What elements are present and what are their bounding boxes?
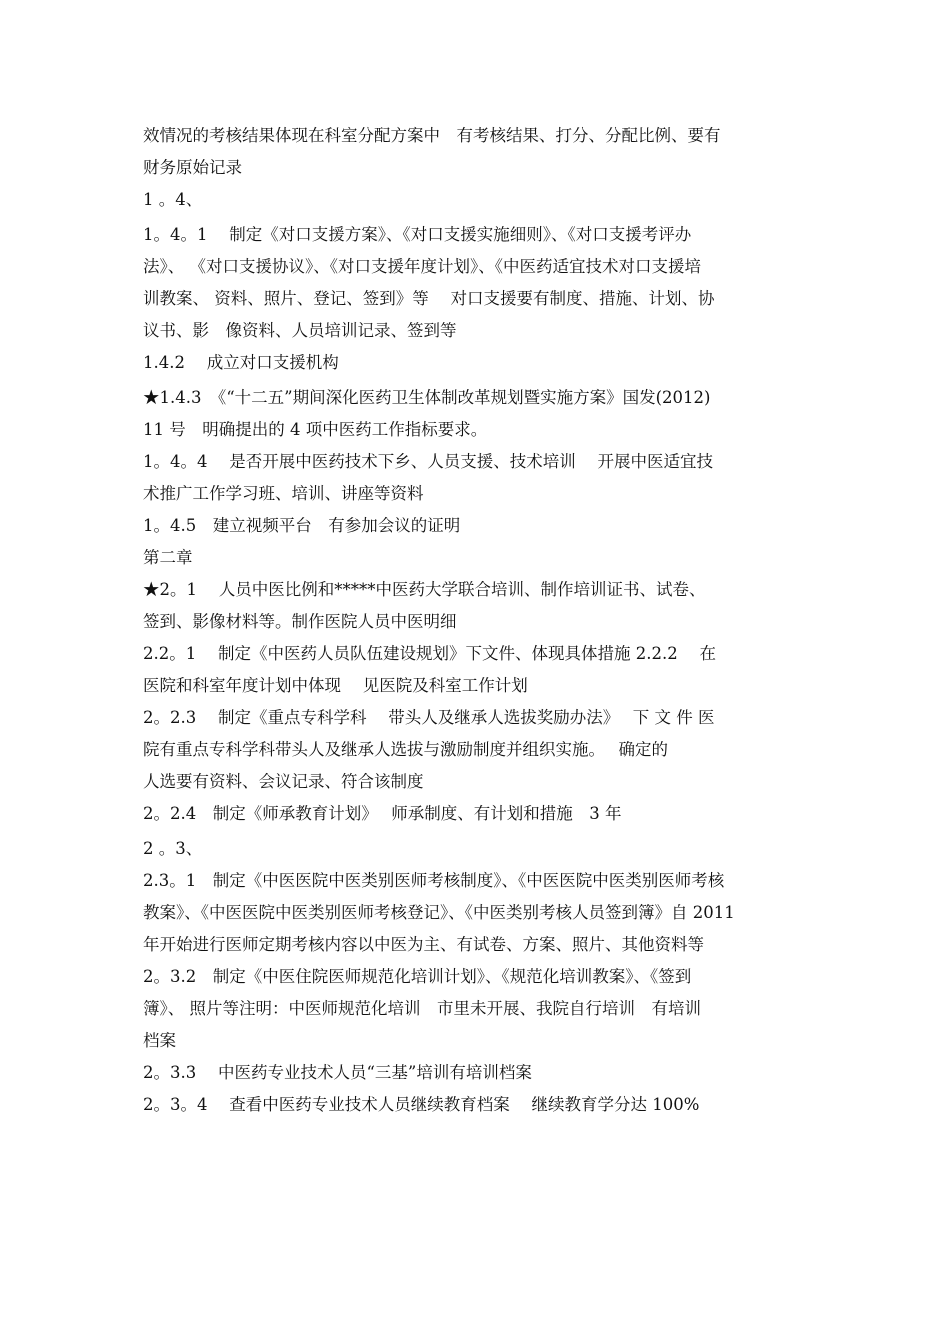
text-line: 签到、影像材料等。制作医院人员中医明细 — [143, 612, 457, 631]
text-line: 年开始进行医师定期考核内容以中医为主、有试卷、方案、照片、其他资料等 — [143, 935, 704, 954]
text-line: 2。3.3 中医药专业技术人员“三基”培训有培训档案 — [143, 1063, 532, 1082]
text-line: 财务原始记录 — [143, 158, 242, 177]
text-line: 档案 — [143, 1031, 176, 1050]
text-line: 院有重点专科学科带头人及继承人选拔与激励制度并组织实施。 确定的 — [143, 740, 668, 759]
text-line: ★2。1 人员中医比例和*****中医药大学联合培训、制作培训证书、试卷、 — [143, 580, 706, 599]
text-line: 1 。4、 — [143, 190, 203, 209]
text-line: 11 号 明确提出的 4 项中医药工作指标要求。 — [143, 420, 488, 439]
text-line: 人选要有资料、会议记录、符合该制度 — [143, 772, 424, 791]
text-line: 术推广工作学习班、培训、讲座等资料 — [143, 484, 424, 503]
text-line: 簿》、 照片等注明：中医师规范化培训 市里未开展、我院自行培训 有培训 — [143, 999, 701, 1018]
text-line: 2.3。1 制定《中医医院中医类别医师考核制度》、《中医医院中医类别医师考核 — [143, 871, 725, 890]
text-line: 训教案、 资料、照片、登记、签到》等 对口支援要有制度、措施、计划、协 — [143, 289, 715, 308]
text-line: 2。2.3 制定《重点专科学科 带头人及继承人选拔奖励办法》 下 文 件 医 — [143, 708, 715, 727]
text-line: 议书、影 像资料、人员培训记录、签到等 — [143, 321, 457, 340]
text-line: 教案》、《中医医院中医类别医师考核登记》、《中医类别考核人员签到簿》自 2011 — [143, 903, 735, 922]
text-line: 法》、 《对口支援协议》、《对口支援年度计划》、《中医药适宜技术对口支援培 — [143, 257, 701, 276]
text-line: 2。3。4 查看中医药专业技术人员继续教育档案 继续教育学分达 100% — [143, 1095, 700, 1114]
text-line: 1。4。1 制定《对口支援方案》、《对口支援实施细则》、《对口支援考评办 — [143, 225, 692, 244]
text-line: 效情况的考核结果体现在科室分配方案中 有考核结果、打分、分配比例、要有 — [143, 126, 721, 145]
text-line: 2。3.2 制定《中医住院医师规范化培训计划》、《规范化培训教案》、《签到 — [143, 967, 692, 986]
text-line: ★1.4.3 《“十二五”期间深化医药卫生体制改革规划暨实施方案》国发(2012) — [143, 388, 711, 407]
text-line: 2 。3、 — [143, 839, 203, 858]
text-line: 医院和科室年度计划中体现 见医院及科室工作计划 — [143, 676, 528, 695]
text-line: 1。4.5 建立视频平台 有参加会议的证明 — [143, 516, 461, 535]
text-line: 2。2.4 制定《师承教育计划》 师承制度、有计划和措施 3 年 — [143, 804, 622, 823]
text-line: 1。4。4 是否开展中医药技术下乡、人员支援、技术培训 开展中医适宜技 — [143, 452, 713, 471]
text-line: 1.4.2 成立对口支援机构 — [143, 353, 339, 372]
document-page — [143, 120, 813, 1121]
chapter-heading: 第二章 — [143, 548, 193, 567]
text-line: 2.2。1 制定《中医药人员队伍建设规划》下文件、体现具体措施 2.2.2 在 — [143, 644, 716, 663]
